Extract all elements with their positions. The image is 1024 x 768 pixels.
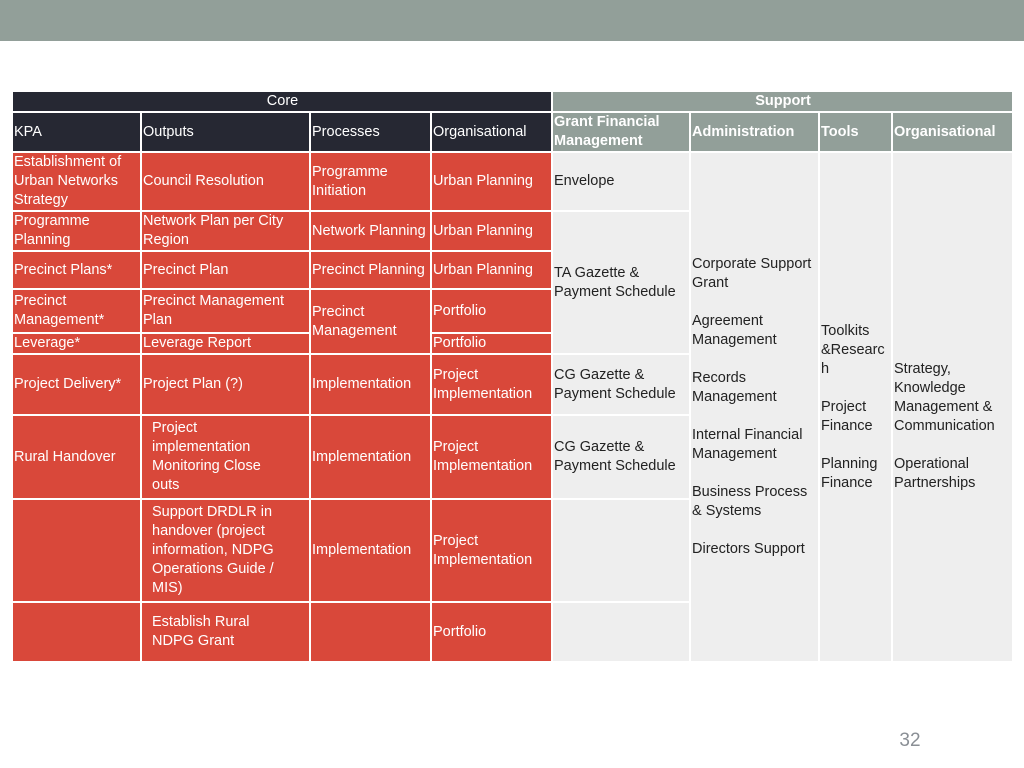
organisational-cell: Urban Planning [431, 251, 552, 289]
process-cell: Programme Initiation [310, 152, 431, 211]
output-cell: Establish Rural NDPG Grant [141, 602, 310, 662]
header-kpa: KPA [12, 112, 141, 152]
process-cell: Implementation [310, 415, 431, 499]
process-cell: Precinct Management [310, 289, 431, 354]
kpa-cell: Establishment of Urban Networks Strategy [12, 152, 141, 211]
output-cell: Leverage Report [141, 333, 310, 354]
output-cell: Support DRDLR in handover (project information, NDPG Operations Guide / MIS) [141, 499, 310, 602]
kpa-cell: Precinct Plans* [12, 251, 141, 289]
process-cell: Precinct Planning [310, 251, 431, 289]
grant-financial-cell: Envelope [552, 152, 690, 211]
output-cell: Precinct Management Plan [141, 289, 310, 333]
output-cell: Precinct Plan [141, 251, 310, 289]
kpa-cell: Precinct Management* [12, 289, 141, 333]
kpa-cell [12, 602, 141, 662]
title-bar [0, 0, 1024, 41]
organisational-cell: Project Implementation [431, 415, 552, 499]
administration-text: Corporate Support Grant Agreement Management Records Management Internal Financial Management Business Process & Systems Directors Support [692, 256, 812, 557]
organisational-cell: Portfolio [431, 602, 552, 662]
organisational-cell: Portfolio [431, 333, 552, 354]
header-grant-financial-management: Grant Financial Management [552, 112, 690, 152]
grant-financial-cell [552, 602, 690, 662]
administration-cell [690, 152, 819, 662]
process-cell [310, 602, 431, 662]
grant-financial-cell [552, 499, 690, 602]
organisational-cell: Project Implementation [431, 499, 552, 602]
process-cell: Implementation [310, 499, 431, 602]
grant-financial-cell: TA Gazette & Payment Schedule [552, 211, 690, 354]
process-cell: Network Planning [310, 211, 431, 251]
kpa-cell: Project Delivery* [12, 354, 141, 415]
header-support-organisational: Organisational [892, 112, 1013, 152]
kpa-cell [12, 499, 141, 602]
support-group-header: Support [552, 91, 1013, 112]
header-tools: Tools [819, 112, 892, 152]
header-outputs: Outputs [141, 112, 310, 152]
support-organisational-cell [892, 152, 1013, 662]
core-group-header: Core [12, 91, 552, 112]
header-administration: Administration [690, 112, 819, 152]
organisational-cell: Urban Planning [431, 152, 552, 211]
header-core-organisational: Organisational [431, 112, 552, 152]
organisational-cell: Urban Planning [431, 211, 552, 251]
support-organisational-text: Strategy, Knowledge Management & Communication Operational Partnerships [894, 360, 995, 491]
tools-text: Toolkits &Researc h Project Finance Planning Finance [821, 322, 885, 491]
output-cell: Council Resolution [141, 152, 310, 211]
grant-financial-cell: CG Gazette & Payment Schedule [552, 354, 690, 415]
output-cell: Network Plan per City Region [141, 211, 310, 251]
process-cell: Implementation [310, 354, 431, 415]
organisational-cell: Project Implementation [431, 354, 552, 415]
kpa-table [11, 90, 1014, 663]
output-cell: Project implementation Monitoring Close outs [141, 415, 310, 499]
page-number: 32 [899, 730, 921, 751]
output-cell: Project Plan (?) [141, 354, 310, 415]
grant-financial-cell: CG Gazette & Payment Schedule [552, 415, 690, 499]
kpa-cell: Programme Planning [12, 211, 141, 251]
organisational-cell: Portfolio [431, 289, 552, 333]
tools-cell [819, 152, 892, 662]
header-processes: Processes [310, 112, 431, 152]
kpa-cell: Leverage* [12, 333, 141, 354]
kpa-cell: Rural Handover [12, 415, 141, 499]
